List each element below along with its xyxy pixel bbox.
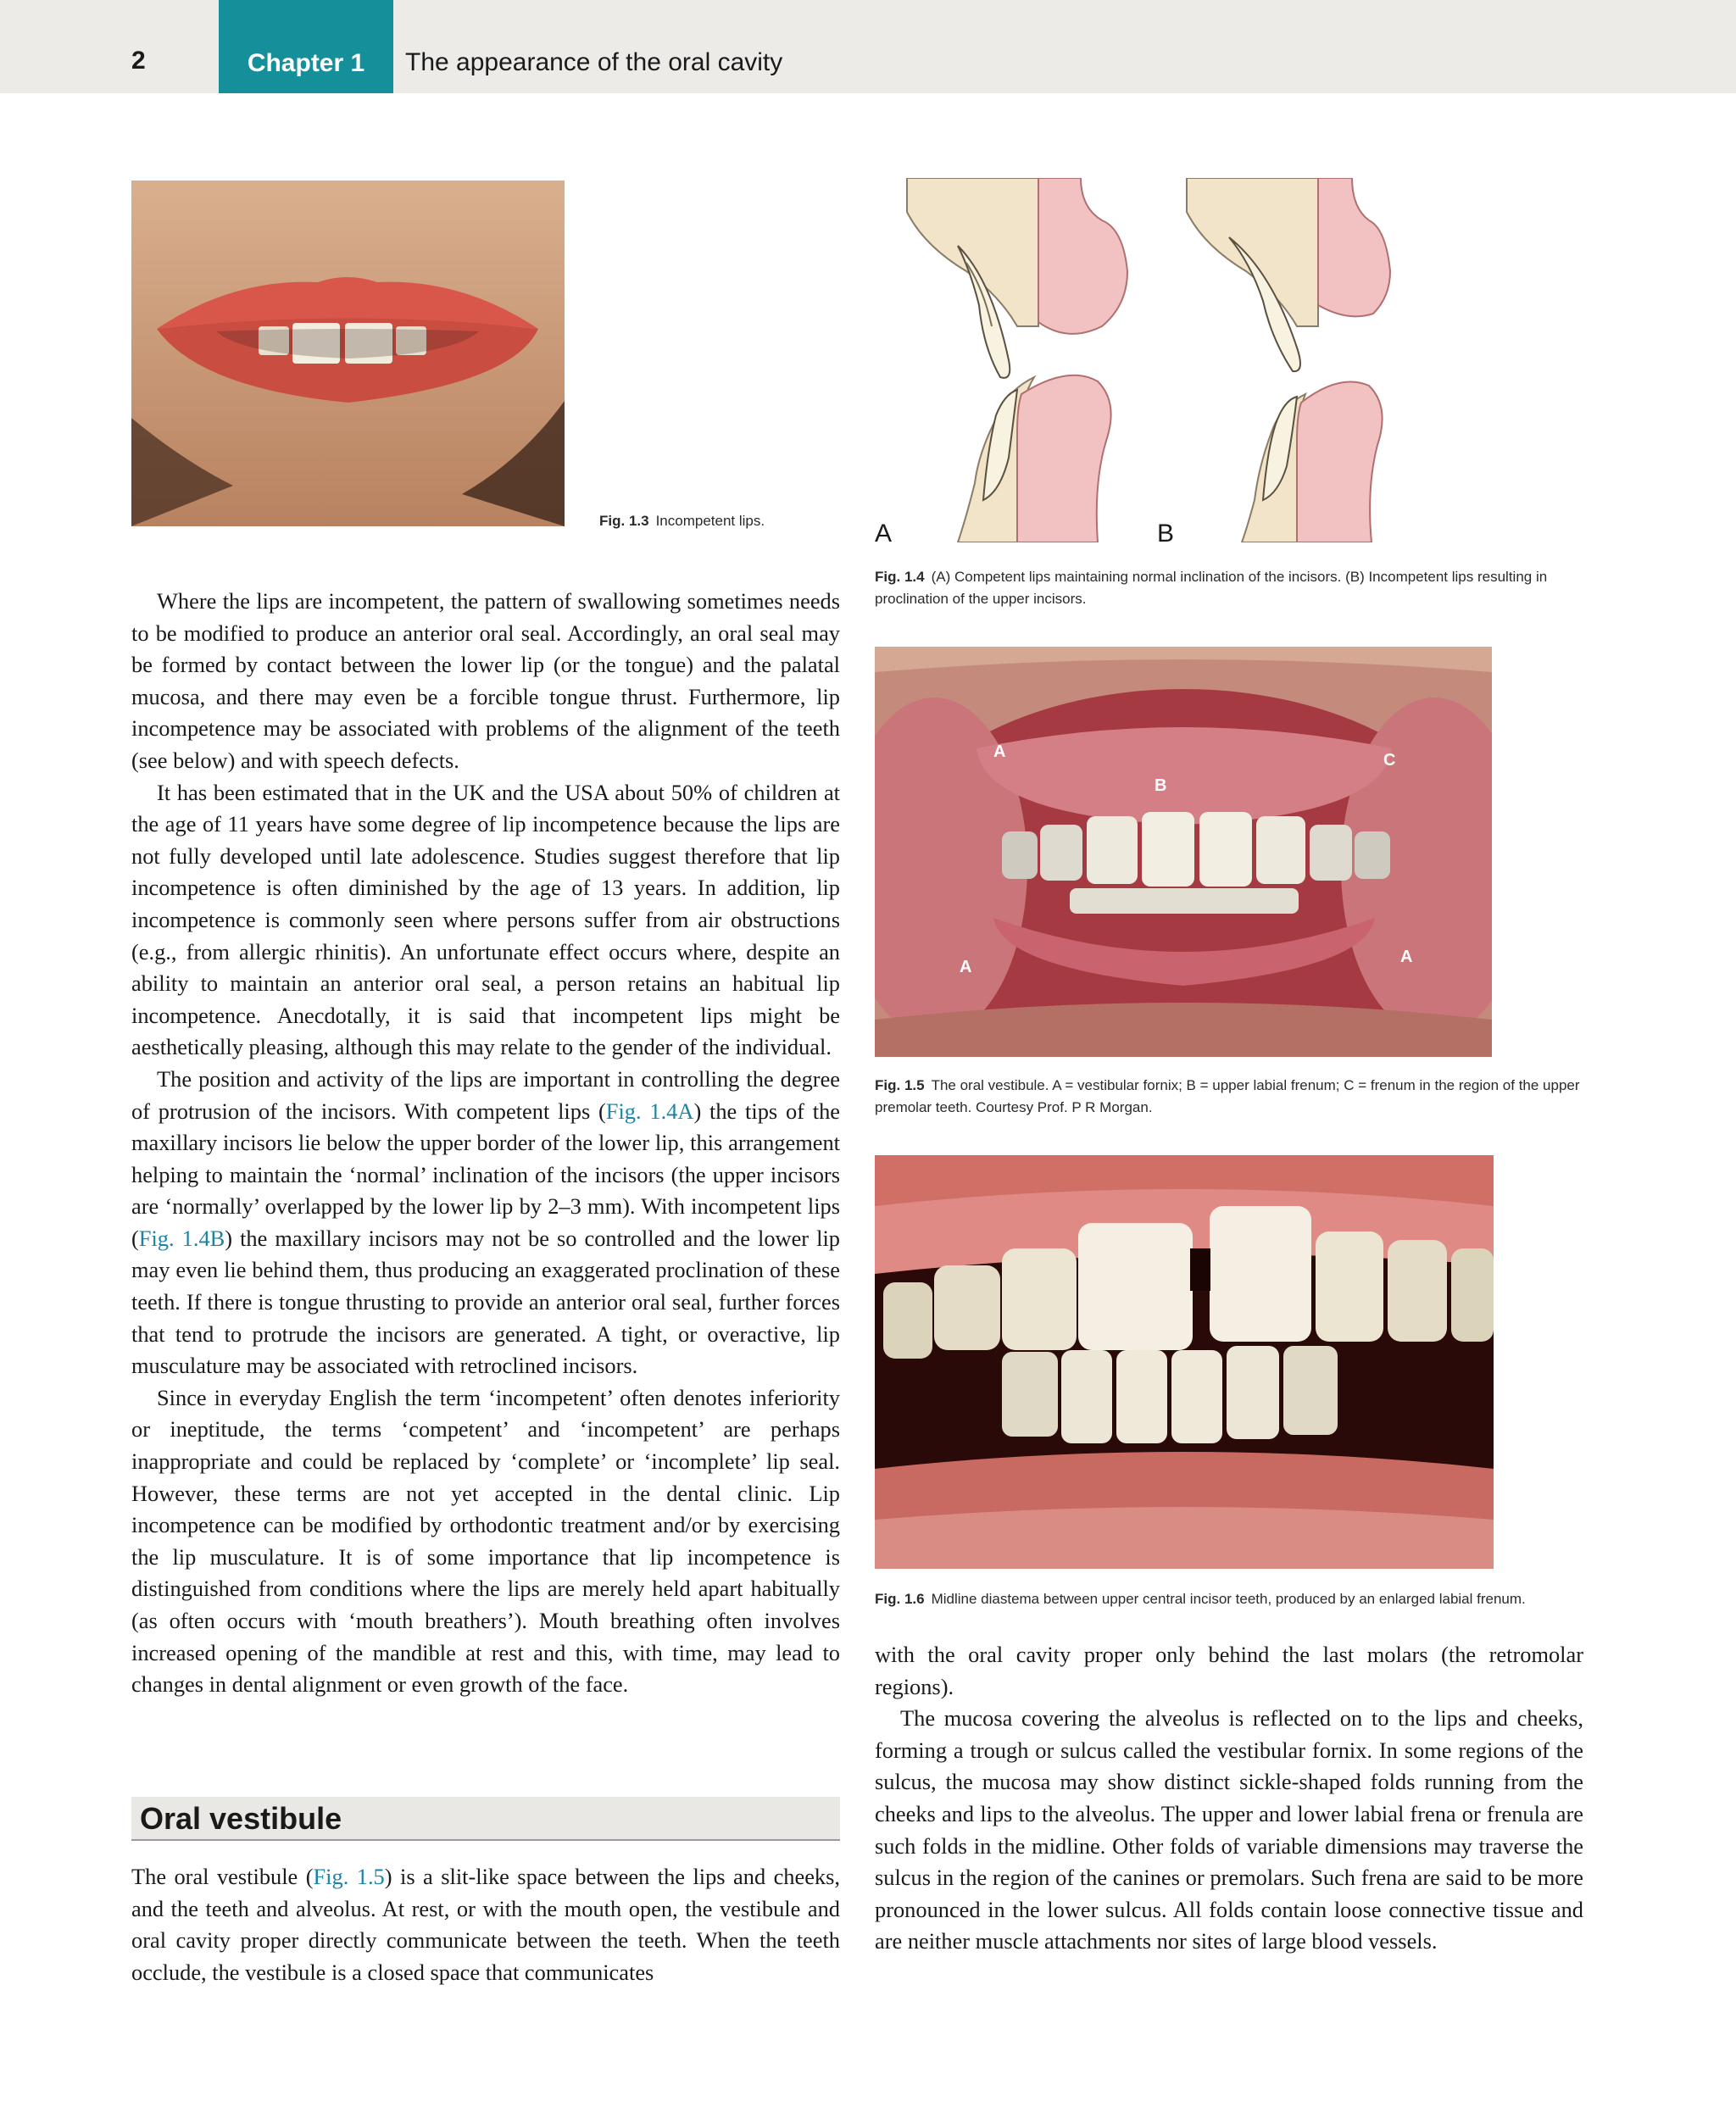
paragraph: It has been estimated that in the UK and the USA about 50% of children at the age of 11 years have some degree of lip incompetence because the lips are not fully developed until late adolescence. Studies suggest therefore that lip incompetence is often diminished by the age of 13 years. In addition, lip incompetence is commonly seen where persons suffer from air obstructions (e.g., from allergic rhinitis). An unfortunate effect occurs where, despite an ability to maintain an anterior oral seal, a person retains an habitual lip incompetence. Anecdotally, it is said that incompetent lips might be aesthetically pleasing, although this may relate to the gender of the individual. <box>131 779 840 1060</box>
oral-vestibule-photo <box>875 647 1492 1057</box>
paragraph <box>131 1064 840 1382</box>
fig-1-3-caption <box>599 510 854 532</box>
fig-1-6-caption <box>875 1588 1587 1610</box>
page-number: 2 <box>131 47 146 75</box>
text-run: The position and activity of the lips are important in controlling the degree of protrusion of the incisors. With competent lips ( <box>131 1065 840 1124</box>
fig-1-4a-link[interactable]: Fig. 1.4A <box>605 1098 694 1124</box>
left-column-text-section <box>131 1861 840 1988</box>
paragraph: The mucosa covering the alveolus is reflected on to the lips and cheeks, forming a trough or sulcus called the vestibular fornix. In some regions of the sulcus, the mucosa may show distinct sickle-shaped folds running from the cheeks and lips to the alveolus. The upper and lower labial frena or frenula are such folds in the midline. Other folds of variable dimensions may traverse the sulcus in the region of the canines or premolars. Such frena are said to be more pronounced in the lower sulcus. All folds contain loose connective tissue and are neither muscle attachments nor sites of large blood vessels. <box>875 1705 1583 1954</box>
fig-1-4-diagram <box>899 178 1407 542</box>
paragraph <box>131 1861 840 1988</box>
chapter-tab: Chapter 1 <box>219 0 393 93</box>
fig-1-4-panel-a-label: A <box>875 520 893 548</box>
paragraph: Where the lips are incompetent, the pattern of swallowing sometimes needs to be modified to produce an anterior oral seal. Accordingly, an oral seal may be formed by contact between the lower lip (or the tongue) and the palatal mucosa, and there may even be a forcible tongue thrust. Furthermore, lip incompetence may be associated with problems of the alignment of the teeth (see below) and with speech defects. <box>131 588 840 773</box>
figure-number: Fig. 1.6 <box>875 1591 925 1607</box>
fig-1-6-photo <box>875 1155 1494 1569</box>
right-column-text <box>875 1639 1583 1958</box>
text-run: ) the tips of the maxillary incisors lie below the upper border of the lower lip, this arrangement helping to maintain the ‘normal’ inclination of the incisors (the upper incisors are ‘normally’ overlapped by the lower lip by 2–3 mm). With incompetent lips ( <box>131 1098 840 1251</box>
caption-text: Incompetent lips. <box>655 513 765 529</box>
section-heading-oral-vestibule: Oral vestibule <box>131 1797 840 1841</box>
fig-1-4-panel-b-label: B <box>1157 520 1175 548</box>
caption-text: Midline diastema between upper central incisor teeth, produced by an enlarged labial frenum. <box>931 1591 1526 1607</box>
left-column-text <box>131 586 840 1701</box>
fig-1-5-caption <box>875 1075 1587 1119</box>
chapter-title: The appearance of the oral cavity <box>405 48 783 76</box>
label-c: C <box>1383 751 1396 770</box>
caption-text: The oral vestibule. A = vestibular fornix; B = upper labial frenum; C = frenum in the region of the upper premolar teeth. Courtesy Prof. P R Morgan. <box>875 1077 1580 1115</box>
caption-text: (A) Competent lips maintaining normal inclination of the incisors. (B) Incompetent lips resulting in proclination of the upper incisors. <box>875 569 1548 607</box>
label-a-lower-left: A <box>960 958 972 976</box>
fig-1-3-photo <box>131 181 565 526</box>
text-run: The oral vestibule ( <box>131 1864 314 1889</box>
incisor-lip-diagram <box>899 178 1407 542</box>
diastema-photo <box>875 1155 1494 1569</box>
label-a-upper-left: A <box>993 742 1006 761</box>
lips-illustration <box>131 181 565 526</box>
label-b: B <box>1155 776 1167 795</box>
figure-number: Fig. 1.4 <box>875 569 925 585</box>
fig-1-5-link[interactable]: Fig. 1.5 <box>313 1864 385 1889</box>
paragraph: with the oral cavity proper only behind the last molars (the retromolar regions). <box>875 1642 1583 1699</box>
figure-number: Fig. 1.3 <box>599 513 649 529</box>
fig-1-5-photo <box>875 647 1492 1057</box>
fig-1-4-caption <box>875 566 1587 610</box>
label-a-lower-right: A <box>1400 948 1413 966</box>
panel-a-drawing <box>907 178 1127 542</box>
text-run: ) is a slit-like space between the lips and cheeks, and the teeth and alveolus. At rest, or with the mouth open, the vestibule and oral cavity proper directly communicate between the teeth. When the teeth occlude, the vestibule is a closed space that communicates <box>131 1864 840 1985</box>
text-run: ) the maxillary incisors may not be so controlled and the lower lip may even lie behind them, thus producing an exaggerated proclination of these teeth. If there is tongue thrusting to provide an anterior oral seal, further forces that tend to protrude the incisors are generated. A tight, or overactive, lip musculature may be associated with retroclined incisors. <box>131 1225 840 1379</box>
panel-b-drawing <box>1187 178 1390 542</box>
fig-1-4b-link[interactable]: Fig. 1.4B <box>138 1225 225 1251</box>
paragraph: Since in everyday English the term ‘incompetent’ often denotes inferiority or ineptitude, the terms ‘competent’ and ‘incompetent’ are perhaps inappropriate and could be replaced by ‘complete’ or ‘incomplete’ lip seal. However, these terms are not yet accepted in the dental clinic. Lip incompetence can be modified by orthodontic treatment and/or by exercising the lip musculature. It is of some importance that lip incompetence is distinguished from conditions where the lips are merely held apart habitually (as often occurs with ‘mouth breathers’). Mouth breathing often involves increased opening of the mandible at rest and this, with time, may lead to changes in dental alignment or even growth of the face. <box>131 1384 840 1698</box>
figure-number: Fig. 1.5 <box>875 1077 925 1093</box>
